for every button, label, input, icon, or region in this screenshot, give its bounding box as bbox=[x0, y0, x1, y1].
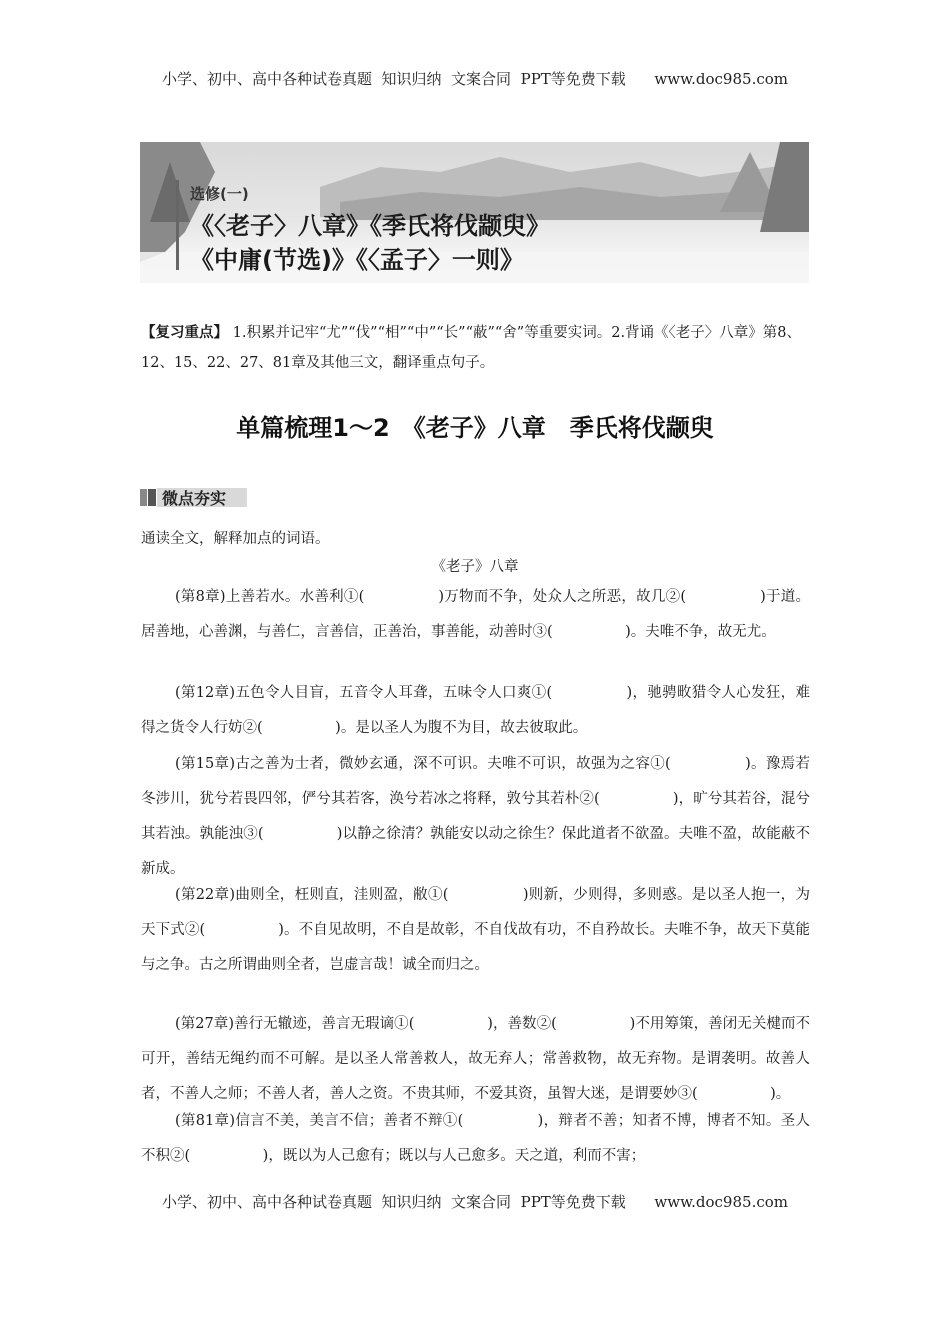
weidian-label: 微点夯实 bbox=[162, 489, 227, 508]
banner-title-line2: 《中庸(节选)》《〈孟子〉一则》 bbox=[190, 246, 524, 274]
chapter-81-paragraph: (第81章)信言不美，美言不信；善者不辩①( )，辩者不善；知者不博，博者不知。圣人不积②( )，既以为人己愈有；既以与人己愈多。天之道，利而不害； bbox=[141, 1113, 810, 1164]
text-subtitle: 《老子》八章 bbox=[431, 559, 519, 575]
section-title: 单篇梳理1～2 《老子》八章 季氏将伐颛臾 bbox=[236, 414, 714, 442]
banner-accent-line bbox=[176, 180, 179, 270]
chapter-22-paragraph: (第22章)曲则全，枉则直，洼则盈，敝①( )则新，少则得，多则惑。是以圣人抱一，为天下式②( )。不自见故明，不自是故彰，不自伐故有功，不自矜故长。夫唯不争，故天下莫能与之争。古之所谓曲则全者，岂虚言哉！诚全而归之。 bbox=[141, 887, 810, 973]
chapter-12-paragraph: (第12章)五色令人目盲，五音令人耳聋，五味令人口爽①( )，驰骋畋猎令人心发狂，难得之货令人行妨②( )。是以圣人为腹不为目，故去彼取此。 bbox=[141, 685, 810, 736]
page-header: 小学、初中、高中各种试卷真题 知识归纳 文案合同 PPT等免费下载 www.doc985.com bbox=[161, 70, 788, 88]
heading-marker-light bbox=[140, 489, 147, 506]
review-focus-label: 【复习重点】 bbox=[141, 325, 228, 341]
weidian-heading bbox=[140, 484, 248, 510]
heading-marker-dark bbox=[148, 489, 156, 506]
chapter-15-paragraph: (第15章)古之善为士者，微妙玄通，深不可识。夫唯不可识，故强为之容①( )。豫焉若冬涉川，犹兮若畏四邻，俨兮其若客，涣兮若冰之将释，敦兮其若朴②( )，旷兮其若谷，混兮其若浊。孰能浊③( )以静之徐清？孰能安以动之徐生？保此道者不欲盈。夫唯不盈，故能蔽不新成。 bbox=[141, 756, 810, 877]
chapter-27-paragraph: (第27章)善行无辙迹，善言无瑕谪①( )，善数②( )不用筹策，善闭无关楗而不可开，善结无绳约而不可解。是以圣人常善救人，故无弃人；常善救物，故无弃物。是谓袭明。故善人者，不善人之师；不善人者，善人之资。不贵其师，不爱其资，虽智大迷，是谓要妙③( )。 bbox=[141, 1016, 810, 1102]
instruction-text: 通读全文，解释加点的词语。 bbox=[141, 531, 330, 547]
review-focus bbox=[141, 318, 812, 378]
review-focus-text: 1.积累并记牢“尤”“伐”“相”“中”“长”“蔽”“舍”等重要实词。2.背诵《〈老子〉八章》第8、12、15、22、27、81章及其他三文，翻译重点句子。 bbox=[141, 325, 802, 371]
page-footer: 小学、初中、高中各种试卷真题 知识归纳 文案合同 PPT等免费下载 www.doc985.com bbox=[161, 1193, 788, 1211]
banner-title-line1: 《〈老子〉八章》《季氏将伐颛臾》 bbox=[190, 212, 550, 240]
chapter-8-paragraph: (第8章)上善若水。水善利①( )万物而不争，处众人之所恶，故几②( )于道。居善地，心善渊，与善仁，言善信，正善治，事善能，动善时③( )。夫唯不争，故无尤。 bbox=[141, 589, 810, 640]
banner-series-label: 选修(一) bbox=[190, 185, 249, 203]
